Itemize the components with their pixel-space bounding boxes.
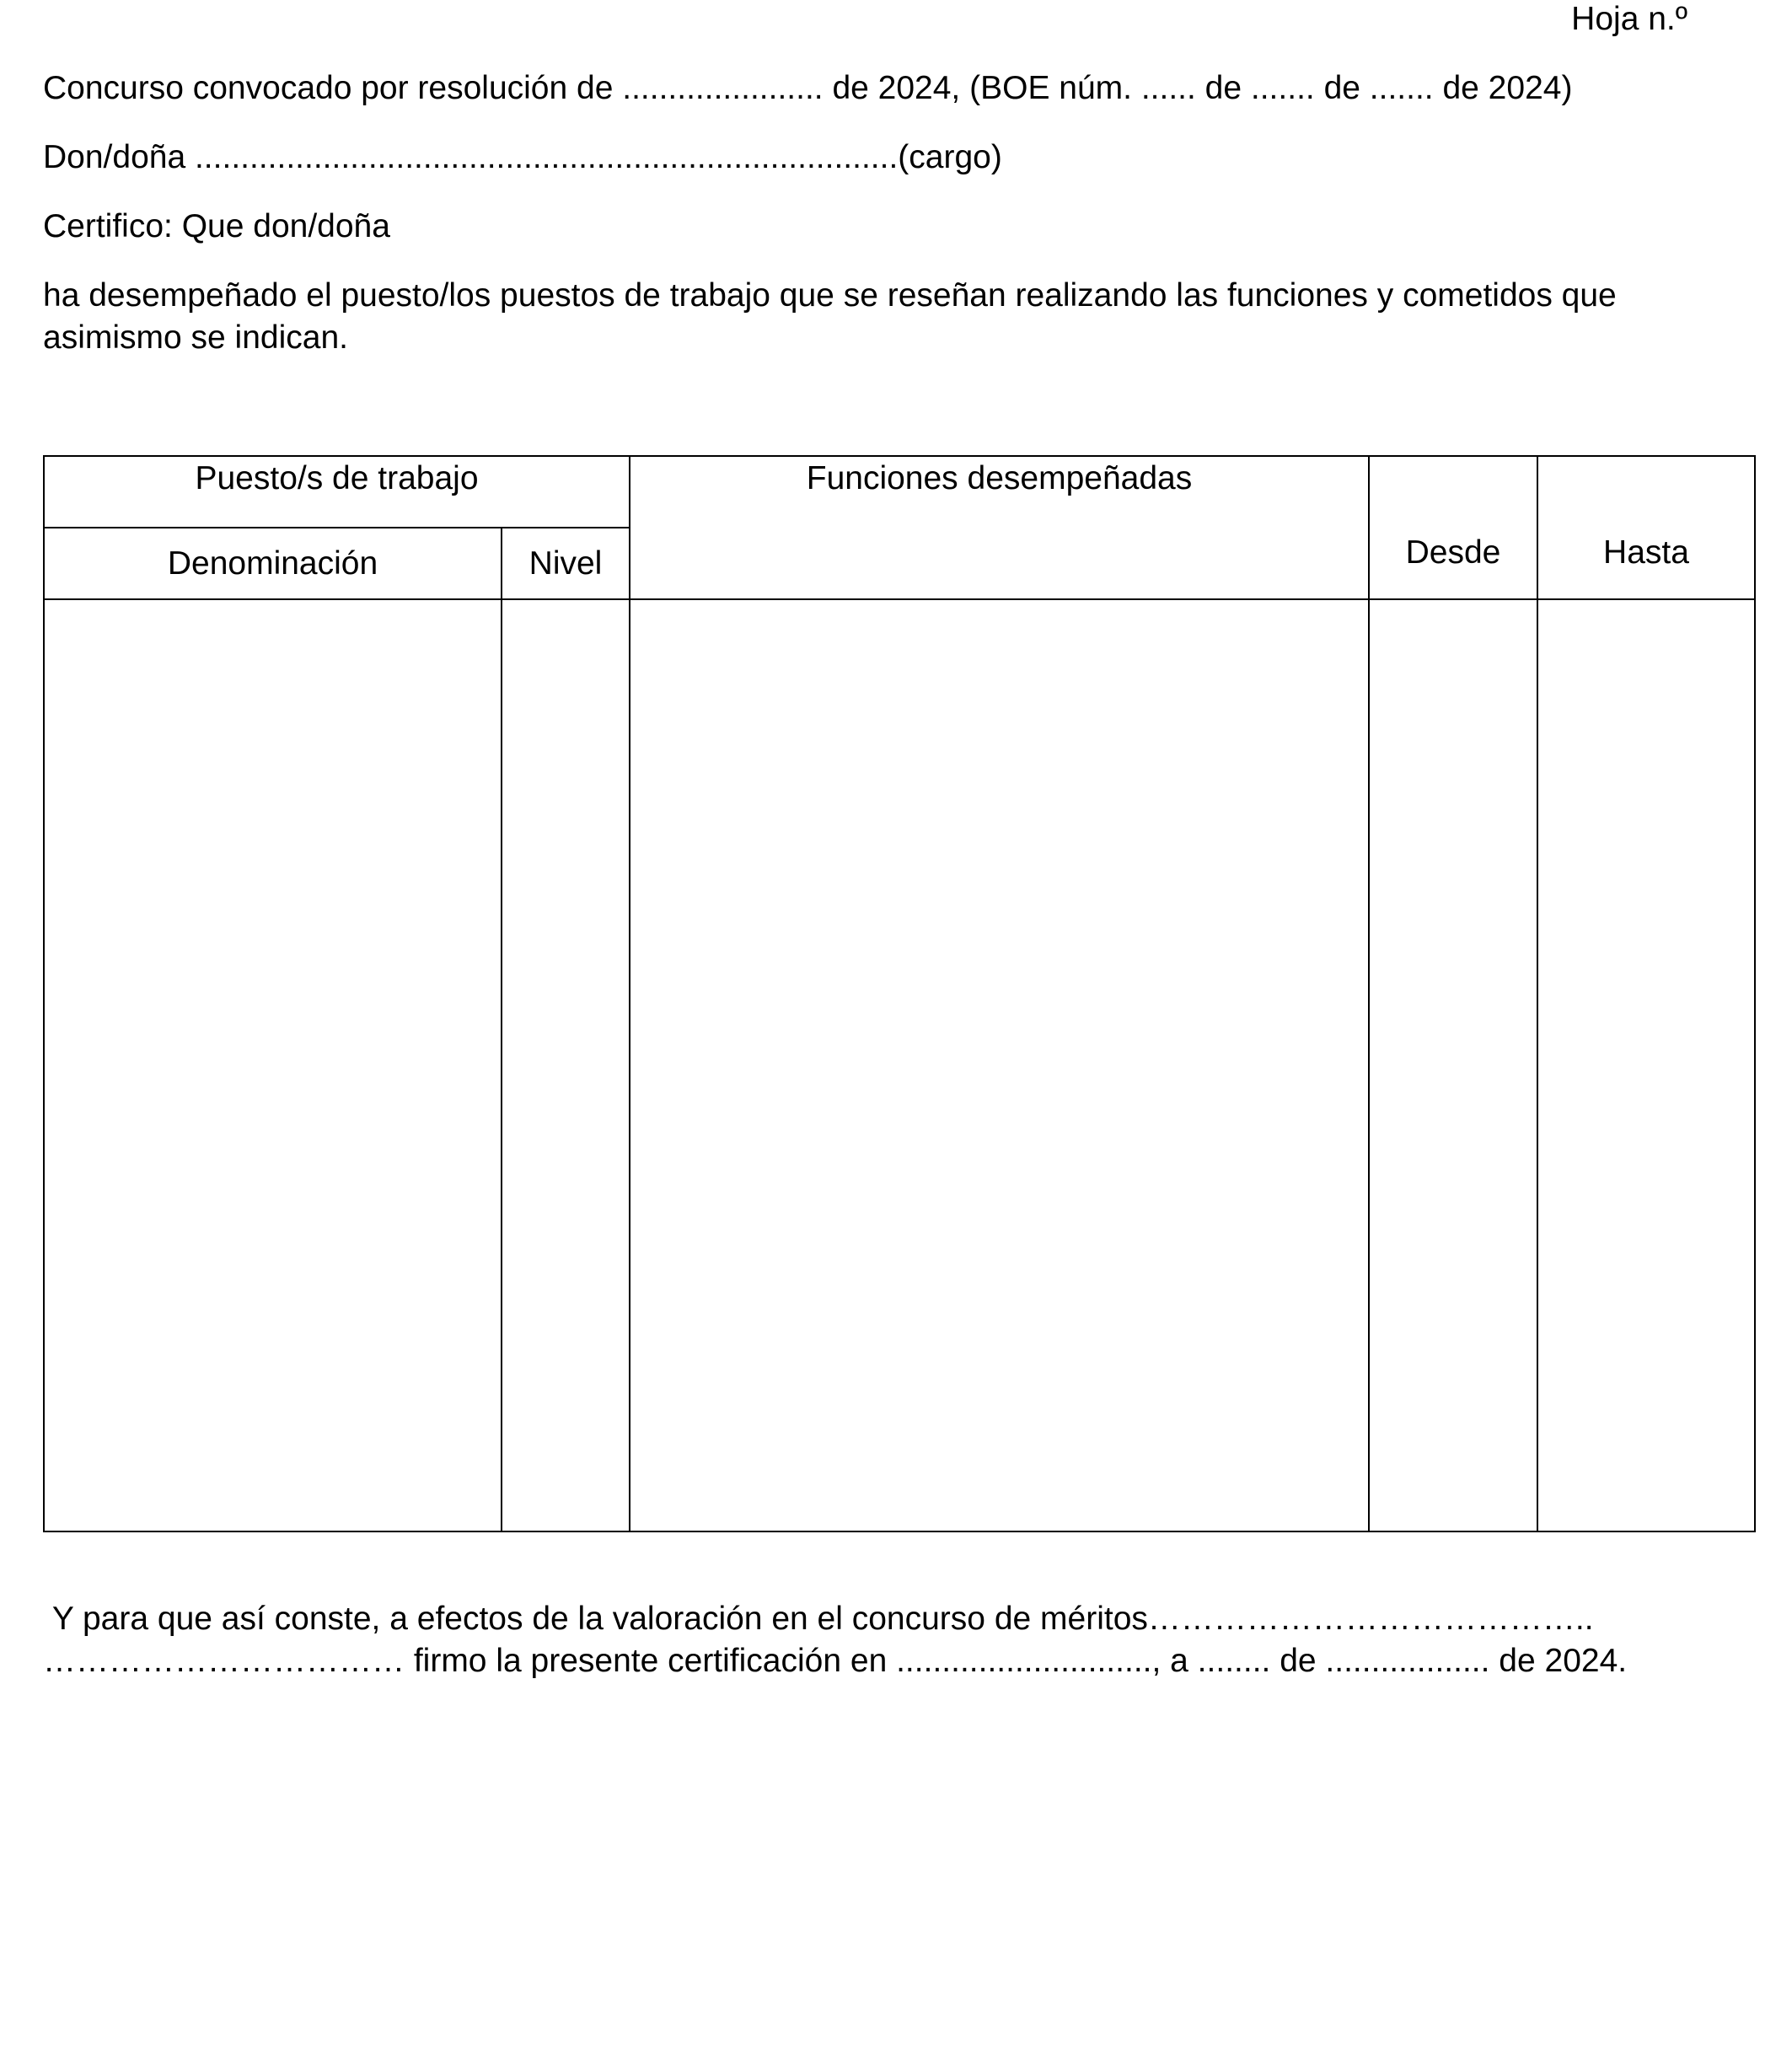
certifico-line: Certifico: Que don/doña — [43, 208, 390, 244]
desempeno-paragraph: ha desempeñado el puesto/los puestos de trabajo que se reseñan realizando las funciones y cometidos que asimismo se indican. — [43, 277, 1617, 356]
puestos-group-header: Puesto/s de trabajo — [44, 456, 630, 528]
closing-paragraph: Y para que así conste, a efectos de la valoración en el concurso de méritos………………………………….. …………………………… firmo la presente certificación en ............................, a ........ de .................. de 2024. — [43, 1601, 1628, 1679]
hasta-header: Hasta — [1537, 456, 1755, 599]
funciones-header: Funciones desempeñadas — [630, 456, 1369, 599]
denominacion-cell[interactable] — [44, 599, 502, 1531]
concurso-line: Concurso convocado por resolución de ...................... de 2024, (BOE núm. ...... de ....... de ....... de 2024) — [43, 70, 1573, 106]
nivel-cell[interactable] — [502, 599, 630, 1531]
sheet-number-label: Hoja n.º — [1571, 1, 1687, 37]
denominacion-header: Denominación — [44, 528, 502, 599]
nivel-header: Nivel — [502, 528, 630, 599]
hasta-cell[interactable] — [1537, 599, 1755, 1531]
desde-cell[interactable] — [1369, 599, 1537, 1531]
certifier-line: Don/doña .............................................................................(cargo) — [43, 139, 1002, 175]
desde-header: Desde — [1369, 456, 1537, 599]
funciones-cell[interactable] — [630, 599, 1369, 1531]
positions-table — [43, 455, 1756, 1532]
